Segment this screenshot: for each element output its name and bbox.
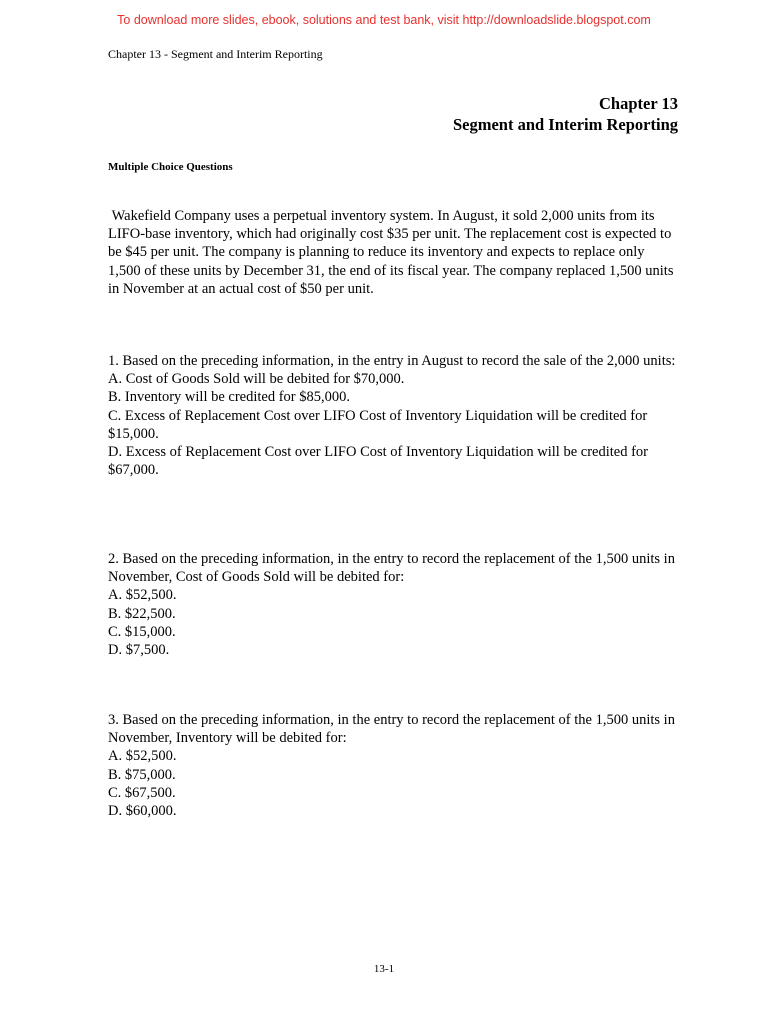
answer-option-a: A. $52,500. xyxy=(108,748,177,765)
answer-option-d: D. $7,500. xyxy=(108,642,170,659)
running-header: Chapter 13 - Segment and Interim Reporting xyxy=(108,47,323,61)
question-stem: 3. Based on the preceding information, in the entry to record the replacement of the 1,500 units in November, Inventory will be debited for: xyxy=(108,712,675,747)
answer-option-b: B. $75,000. xyxy=(108,766,176,783)
download-banner[interactable]: To download more slides, ebook, solutions and test bank, visit http://downloadslide.blogspot.com xyxy=(117,13,651,27)
chapter-number: Chapter 13 xyxy=(599,94,678,113)
question-3 xyxy=(108,711,678,820)
question-stem: 1. Based on the preceding information, in the entry in August to record the sale of the 2,000 units: xyxy=(108,353,676,369)
question-1 xyxy=(108,352,678,479)
question-2 xyxy=(108,550,678,659)
chapter-title xyxy=(453,93,678,135)
answer-option-b: B. Inventory will be credited for $85,000. xyxy=(108,389,351,406)
answer-option-a: A. Cost of Goods Sold will be debited for $70,000. xyxy=(108,371,405,388)
question-stem: 2. Based on the preceding information, in the entry to record the replacement of the 1,500 units in November, Cost of Goods Sold will be debited for: xyxy=(108,551,675,586)
answer-option-b: B. $22,500. xyxy=(108,605,176,622)
answer-option-a: A. $52,500. xyxy=(108,587,177,604)
intro-text: Wakefield Company uses a perpetual inventory system. In August, it sold 2,000 units from its LIFO-base inventory, which had originally cost $35 per unit. The replacement cost is expected to be $45 per unit. The company is planning to reduce its inventory and expects to replace only 1,500 of these units by December 31, the end of its fiscal year. The company replaced 1,500 units in November at an actual cost of $50 per unit. xyxy=(108,208,678,297)
answer-option-c: C. $15,000. xyxy=(108,623,176,640)
section-heading: Multiple Choice Questions xyxy=(108,161,233,173)
answer-option-d: D. Excess of Replacement Cost over LIFO Cost of Inventory Liquidation will be credited for $67,000. xyxy=(108,444,648,479)
intro-paragraph xyxy=(108,207,678,298)
answer-option-c: C. $67,500. xyxy=(108,784,176,801)
chapter-name: Segment and Interim Reporting xyxy=(452,115,678,134)
answer-option-d: D. $60,000. xyxy=(108,803,177,820)
page-number: 13-1 xyxy=(373,963,395,975)
answer-option-c: C. Excess of Replacement Cost over LIFO Cost of Inventory Liquidation will be credited for $15,000. xyxy=(108,407,648,442)
